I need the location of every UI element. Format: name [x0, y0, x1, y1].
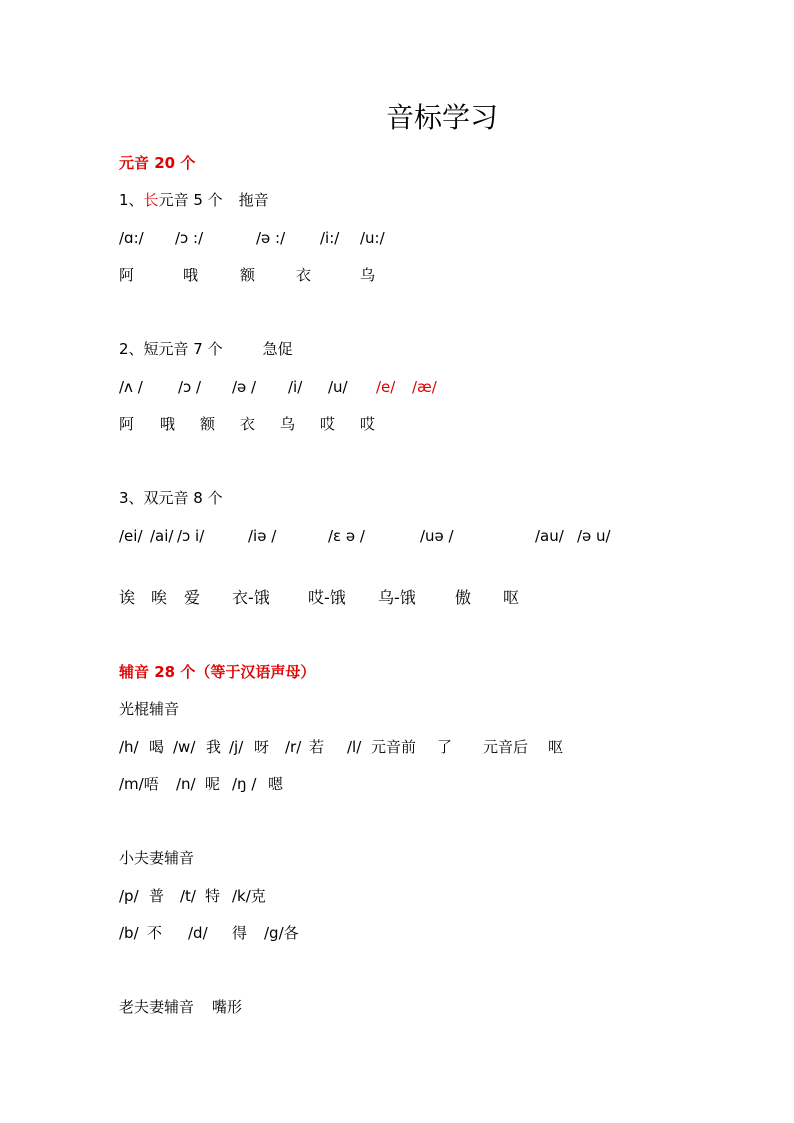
ipa-symbol: /ʌ / — [119, 378, 143, 396]
ipa-symbol: /uə / — [420, 527, 454, 545]
ipa-symbol: /i:/ — [320, 229, 340, 247]
chinese-sound: 若 — [309, 738, 325, 756]
chinese-sound: 呢 — [205, 775, 221, 793]
chinese-sound: 我 — [206, 738, 222, 756]
chinese-sound: 额 — [240, 266, 256, 284]
chinese-sound: 元音前 — [371, 738, 417, 756]
long-note: 拖音 — [238, 191, 269, 209]
chinese-sound: 特 — [205, 887, 221, 905]
chinese-sound: 傲 — [455, 588, 472, 607]
xiaofuqi-heading: 小夫妻辅音 — [119, 849, 195, 867]
chinese-sound: 哦 — [160, 415, 176, 433]
long-red-char: 长 — [143, 191, 159, 209]
ipa-symbol: /t/ — [180, 887, 196, 905]
chinese-sound: 阿 — [119, 266, 135, 284]
chinese-sound: 乌-饿 — [378, 588, 416, 607]
ipa-symbol: /w/ — [173, 738, 196, 756]
chinese-sound: 哎-饿 — [308, 588, 346, 607]
ipa-symbol: /ŋ / — [232, 775, 257, 793]
page-title: 音标学习 — [386, 101, 499, 134]
ipa-symbol: /ɔ i/ — [177, 527, 205, 545]
ipa-symbol: /h/ — [119, 738, 139, 756]
chinese-sound: 普 — [149, 887, 165, 905]
guanggun-heading: 光棍辅音 — [119, 700, 180, 718]
chinese-sound: 爱 — [184, 588, 201, 607]
chinese-sound: 衣 — [240, 415, 256, 433]
ipa-symbol: /l/ — [347, 738, 362, 756]
short-heading-text: 2、短元音 7 个 — [119, 340, 223, 358]
chinese-sound: 哎 — [360, 415, 376, 433]
chinese-sound: 嗯 — [268, 775, 284, 793]
laofuqi-heading — [119, 997, 242, 1017]
ipa-symbol: /au/ — [535, 527, 564, 545]
chinese-sound: 哦 — [183, 266, 199, 284]
ipa-symbol: /ə u/ — [577, 527, 611, 545]
laofuqi-heading-text: 老夫妻辅音 — [119, 998, 195, 1016]
chinese-sound: 元音后 — [483, 738, 529, 756]
ipa-symbol: /ə / — [232, 378, 257, 396]
chinese-sound: 唉 — [151, 588, 168, 607]
diphthong-heading: 3、双元音 8 个 — [119, 489, 223, 507]
chinese-sound: 哎 — [320, 415, 336, 433]
consonant-heading: 辅音 28 个（等于汉语声母） — [119, 663, 316, 681]
ipa-symbol: /ɛ ə / — [328, 527, 365, 545]
ipa-symbol: /p/ — [119, 887, 139, 905]
ipa-symbol: /i/ — [288, 378, 303, 396]
long-prefix: 1、 — [119, 191, 144, 209]
ipa-symbol: /u/ — [328, 378, 348, 396]
ipa-symbol: /d/ — [188, 924, 208, 942]
chinese-sound: 额 — [200, 415, 216, 433]
chinese-sound: 阿 — [119, 415, 135, 433]
ipa-symbol-red: /æ/ — [412, 378, 437, 396]
laofuqi-note: 嘴形 — [212, 998, 243, 1016]
chinese-sound: 衣-饿 — [232, 588, 270, 607]
chinese-sound: 呕 — [503, 588, 520, 607]
chinese-sound: 衣 — [296, 266, 312, 284]
ipa-symbol: /n/ — [176, 775, 196, 793]
ipa-symbol: /iə / — [248, 527, 277, 545]
vowel-heading: 元音 20 个 — [119, 154, 196, 172]
ipa-symbol: /ɑ:/ — [119, 229, 144, 247]
chinese-sound: 呀 — [254, 738, 270, 756]
short-vowel-heading — [119, 339, 293, 359]
chinese-sound: 乌 — [280, 415, 296, 433]
ipa-symbol: /g/各 — [264, 924, 299, 942]
ipa-symbol: /m/唔 — [119, 775, 159, 793]
ipa-symbol: /ɔ :/ — [175, 229, 204, 247]
ipa-symbol: /b/ — [119, 924, 139, 942]
ipa-symbol: /ai/ — [150, 527, 174, 545]
long-rest: 元音 5 个 — [158, 191, 223, 209]
chinese-sound: 得 — [232, 924, 248, 942]
ipa-symbol-red: /e/ — [376, 378, 396, 396]
ipa-symbol: /ei/ — [119, 527, 143, 545]
chinese-sound: 了 — [437, 738, 453, 756]
ipa-symbol: /k/克 — [232, 887, 266, 905]
ipa-symbol: /ə :/ — [256, 229, 286, 247]
long-vowel-heading — [119, 190, 269, 210]
chinese-sound: 乌 — [360, 266, 376, 284]
chinese-sound: 喝 — [149, 738, 165, 756]
short-note: 急促 — [262, 340, 293, 358]
ipa-symbol: /r/ — [285, 738, 302, 756]
ipa-symbol: /j/ — [229, 738, 244, 756]
ipa-symbol: /ɔ / — [178, 378, 202, 396]
chinese-sound: 呕 — [548, 738, 564, 756]
ipa-symbol: /u:/ — [360, 229, 385, 247]
chinese-sound: 不 — [147, 924, 163, 942]
chinese-sound: 诶 — [119, 588, 136, 607]
